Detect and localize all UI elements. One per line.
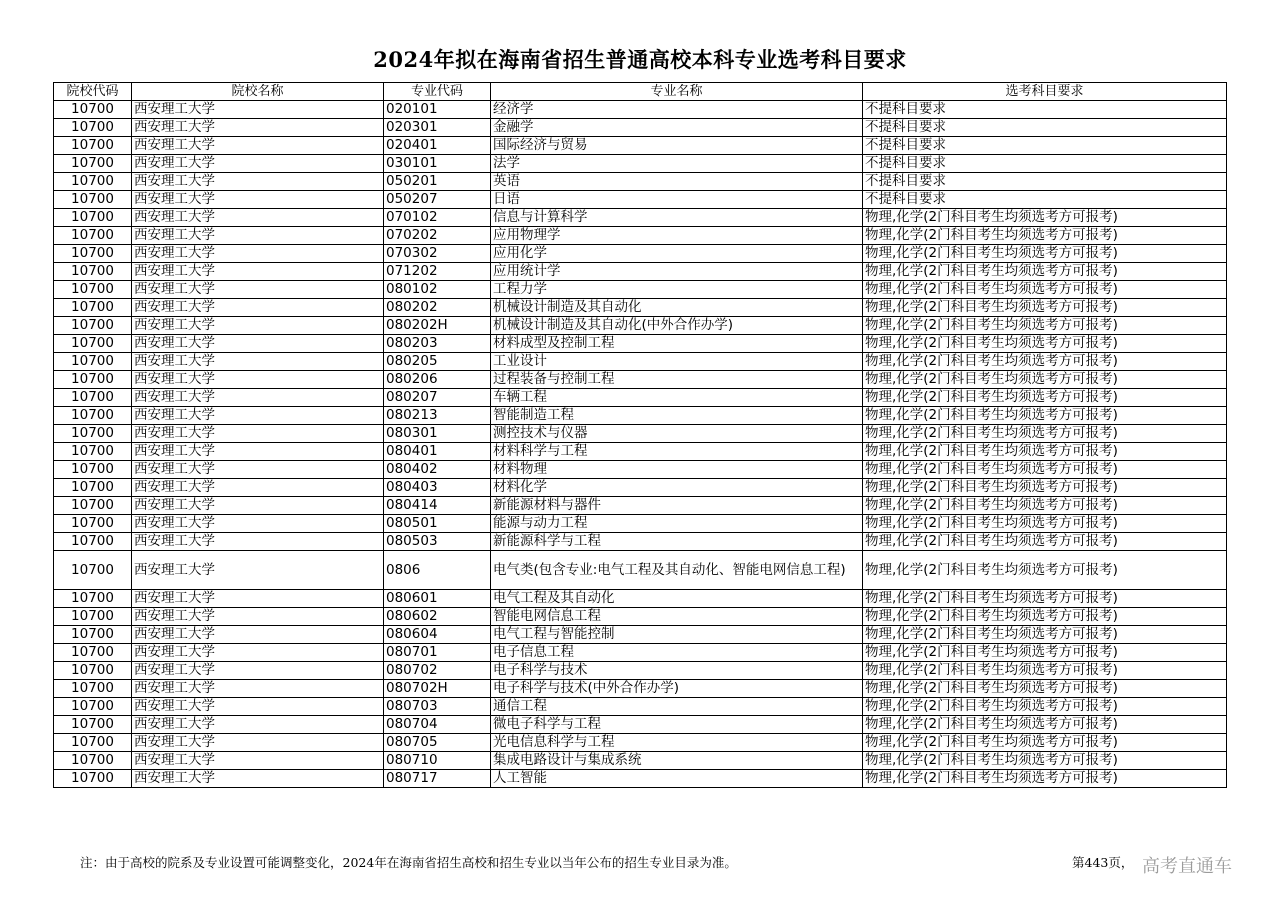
table-row (54, 101, 1227, 119)
school-code-cell: 10700 (54, 407, 132, 425)
subject-requirement-cell: 物理,化学(2门科目考生均须选考方可报考) (863, 770, 1227, 788)
subject-requirement-cell: 物理,化学(2门科目考生均须选考方可报考) (863, 680, 1227, 698)
table-row (54, 752, 1227, 770)
school-code-cell: 10700 (54, 698, 132, 716)
school-name-cell: 西安理工大学 (132, 461, 384, 479)
major-code-cell: 080703 (384, 698, 491, 716)
table-row (54, 734, 1227, 752)
major-name-cell: 应用化学 (491, 245, 863, 263)
school-name-cell: 西安理工大学 (132, 389, 384, 407)
school-name-cell: 西安理工大学 (132, 515, 384, 533)
school-code-cell: 10700 (54, 497, 132, 515)
subject-requirement-cell: 不提科目要求 (863, 119, 1227, 137)
footnote: 注：由于高校的院系及专业设置可能调整变化，2024年在海南省招生高校和招生专业以当年公布的招生专业目录为准。 (80, 855, 737, 870)
header-school-name: 院校名称 (132, 83, 384, 101)
school-code-cell: 10700 (54, 263, 132, 281)
school-name-cell: 西安理工大学 (132, 551, 384, 590)
school-name-cell: 西安理工大学 (132, 590, 384, 608)
major-name-cell: 集成电路设计与集成系统 (491, 752, 863, 770)
major-code-cell: 080205 (384, 353, 491, 371)
major-code-cell: 080705 (384, 734, 491, 752)
major-code-cell: 080102 (384, 281, 491, 299)
subject-requirement-cell: 物理,化学(2门科目考生均须选考方可报考) (863, 425, 1227, 443)
subject-requirement-cell: 物理,化学(2门科目考生均须选考方可报考) (863, 479, 1227, 497)
major-code-cell: 080206 (384, 371, 491, 389)
school-name-cell: 西安理工大学 (132, 101, 384, 119)
table-row (54, 698, 1227, 716)
major-name-cell: 国际经济与贸易 (491, 137, 863, 155)
major-code-cell: 080202H (384, 317, 491, 335)
school-code-cell: 10700 (54, 515, 132, 533)
school-code-cell: 10700 (54, 137, 132, 155)
major-code-cell: 080601 (384, 590, 491, 608)
school-name-cell: 西安理工大学 (132, 245, 384, 263)
school-code-cell: 10700 (54, 461, 132, 479)
major-code-cell: 070102 (384, 209, 491, 227)
school-name-cell: 西安理工大学 (132, 752, 384, 770)
table-row (54, 119, 1227, 137)
subject-requirement-cell: 物理,化学(2门科目考生均须选考方可报考) (863, 371, 1227, 389)
school-code-cell: 10700 (54, 101, 132, 119)
major-code-cell: 080403 (384, 479, 491, 497)
table-row (54, 644, 1227, 662)
table-body (54, 101, 1227, 788)
major-name-cell: 日语 (491, 191, 863, 209)
subject-requirement-cell: 物理,化学(2门科目考生均须选考方可报考) (863, 698, 1227, 716)
table-row (54, 281, 1227, 299)
major-name-cell: 经济学 (491, 101, 863, 119)
table-row (54, 461, 1227, 479)
subject-requirement-cell: 物理,化学(2门科目考生均须选考方可报考) (863, 245, 1227, 263)
major-code-cell: 020301 (384, 119, 491, 137)
major-name-cell: 英语 (491, 173, 863, 191)
school-code-cell: 10700 (54, 752, 132, 770)
major-code-cell: 070202 (384, 227, 491, 245)
header-school-code: 院校代码 (54, 83, 132, 101)
school-name-cell: 西安理工大学 (132, 626, 384, 644)
subject-requirement-cell: 物理,化学(2门科目考生均须选考方可报考) (863, 590, 1227, 608)
major-name-cell: 电子信息工程 (491, 644, 863, 662)
major-code-cell: 080710 (384, 752, 491, 770)
major-code-cell: 080301 (384, 425, 491, 443)
table-row (54, 191, 1227, 209)
major-code-cell: 080717 (384, 770, 491, 788)
school-code-cell: 10700 (54, 425, 132, 443)
table-row (54, 335, 1227, 353)
major-code-cell: 0806 (384, 551, 491, 590)
school-code-cell: 10700 (54, 335, 132, 353)
school-name-cell: 西安理工大学 (132, 662, 384, 680)
subject-requirement-cell: 物理,化学(2门科目考生均须选考方可报考) (863, 644, 1227, 662)
table-row (54, 680, 1227, 698)
major-name-cell: 过程装备与控制工程 (491, 371, 863, 389)
major-name-cell: 材料物理 (491, 461, 863, 479)
major-name-cell: 电子科学与技术 (491, 662, 863, 680)
table-row (54, 371, 1227, 389)
major-name-cell: 能源与动力工程 (491, 515, 863, 533)
school-code-cell: 10700 (54, 443, 132, 461)
major-name-cell: 电气类(包含专业:电气工程及其自动化、智能电网信息工程) (491, 551, 863, 590)
school-code-cell: 10700 (54, 716, 132, 734)
major-code-cell: 080701 (384, 644, 491, 662)
school-code-cell: 10700 (54, 299, 132, 317)
school-code-cell: 10700 (54, 353, 132, 371)
header-major-code: 专业代码 (384, 83, 491, 101)
school-name-cell: 西安理工大学 (132, 227, 384, 245)
major-code-cell: 080213 (384, 407, 491, 425)
school-name-cell: 西安理工大学 (132, 698, 384, 716)
major-code-cell: 080602 (384, 608, 491, 626)
subject-requirement-cell: 物理,化学(2门科目考生均须选考方可报考) (863, 443, 1227, 461)
school-name-cell: 西安理工大学 (132, 443, 384, 461)
school-name-cell: 西安理工大学 (132, 317, 384, 335)
major-code-cell: 080203 (384, 335, 491, 353)
school-code-cell: 10700 (54, 608, 132, 626)
subject-requirement-cell: 物理,化学(2门科目考生均须选考方可报考) (863, 608, 1227, 626)
table-row (54, 299, 1227, 317)
subject-requirement-cell: 不提科目要求 (863, 155, 1227, 173)
major-code-cell: 080604 (384, 626, 491, 644)
school-name-cell: 西安理工大学 (132, 371, 384, 389)
subject-requirement-cell: 物理,化学(2门科目考生均须选考方可报考) (863, 461, 1227, 479)
watermark: 高考直通车 (1142, 856, 1232, 877)
major-code-cell: 080704 (384, 716, 491, 734)
table-row (54, 479, 1227, 497)
major-code-cell: 080414 (384, 497, 491, 515)
major-name-cell: 电气工程及其自动化 (491, 590, 863, 608)
table-row (54, 425, 1227, 443)
school-name-cell: 西安理工大学 (132, 644, 384, 662)
major-code-cell: 020101 (384, 101, 491, 119)
school-code-cell: 10700 (54, 626, 132, 644)
school-code-cell: 10700 (54, 590, 132, 608)
header-subject-requirement: 选考科目要求 (863, 83, 1227, 101)
school-name-cell: 西安理工大学 (132, 533, 384, 551)
major-code-cell: 080501 (384, 515, 491, 533)
table-header-row (54, 83, 1227, 101)
table-row (54, 137, 1227, 155)
major-name-cell: 信息与计算科学 (491, 209, 863, 227)
major-name-cell: 人工智能 (491, 770, 863, 788)
subject-requirement-cell: 物理,化学(2门科目考生均须选考方可报考) (863, 407, 1227, 425)
subject-requirement-cell: 物理,化学(2门科目考生均须选考方可报考) (863, 716, 1227, 734)
table-row (54, 590, 1227, 608)
table-row (54, 173, 1227, 191)
school-code-cell: 10700 (54, 680, 132, 698)
school-name-cell: 西安理工大学 (132, 770, 384, 788)
table-row (54, 389, 1227, 407)
school-name-cell: 西安理工大学 (132, 497, 384, 515)
major-name-cell: 材料成型及控制工程 (491, 335, 863, 353)
major-code-cell: 020401 (384, 137, 491, 155)
major-name-cell: 车辆工程 (491, 389, 863, 407)
page-number: 第443页， (1072, 855, 1134, 870)
school-code-cell: 10700 (54, 155, 132, 173)
school-name-cell: 西安理工大学 (132, 425, 384, 443)
school-name-cell: 西安理工大学 (132, 263, 384, 281)
school-code-cell: 10700 (54, 479, 132, 497)
school-code-cell: 10700 (54, 662, 132, 680)
school-code-cell: 10700 (54, 281, 132, 299)
major-name-cell: 微电子科学与工程 (491, 716, 863, 734)
table-row (54, 407, 1227, 425)
major-name-cell: 材料化学 (491, 479, 863, 497)
subject-requirement-cell: 不提科目要求 (863, 191, 1227, 209)
table-row (54, 626, 1227, 644)
major-name-cell: 机械设计制造及其自动化 (491, 299, 863, 317)
subject-requirement-cell: 物理,化学(2门科目考生均须选考方可报考) (863, 551, 1227, 590)
major-name-cell: 应用物理学 (491, 227, 863, 245)
table-row (54, 155, 1227, 173)
school-name-cell: 西安理工大学 (132, 716, 384, 734)
school-code-cell: 10700 (54, 371, 132, 389)
subject-requirement-cell: 物理,化学(2门科目考生均须选考方可报考) (863, 515, 1227, 533)
school-name-cell: 西安理工大学 (132, 155, 384, 173)
major-code-cell: 080702H (384, 680, 491, 698)
major-name-cell: 智能制造工程 (491, 407, 863, 425)
major-name-cell: 电气工程与智能控制 (491, 626, 863, 644)
major-code-cell: 030101 (384, 155, 491, 173)
table-row (54, 245, 1227, 263)
page-title: 2024年拟在海南省招生普通高校本科专业选考科目要求 (373, 47, 907, 72)
table-row (54, 608, 1227, 626)
major-code-cell: 080207 (384, 389, 491, 407)
major-name-cell: 通信工程 (491, 698, 863, 716)
school-name-cell: 西安理工大学 (132, 119, 384, 137)
major-name-cell: 工程力学 (491, 281, 863, 299)
subject-requirement-cell: 物理,化学(2门科目考生均须选考方可报考) (863, 263, 1227, 281)
table-row (54, 317, 1227, 335)
school-code-cell: 10700 (54, 734, 132, 752)
subject-requirement-cell: 不提科目要求 (863, 137, 1227, 155)
school-code-cell: 10700 (54, 533, 132, 551)
school-code-cell: 10700 (54, 317, 132, 335)
school-name-cell: 西安理工大学 (132, 608, 384, 626)
table-row (54, 533, 1227, 551)
major-name-cell: 应用统计学 (491, 263, 863, 281)
major-name-cell: 机械设计制造及其自动化(中外合作办学) (491, 317, 863, 335)
school-name-cell: 西安理工大学 (132, 680, 384, 698)
requirements-table (53, 82, 1227, 788)
subject-requirement-cell: 不提科目要求 (863, 101, 1227, 119)
school-code-cell: 10700 (54, 245, 132, 263)
school-name-cell: 西安理工大学 (132, 209, 384, 227)
subject-requirement-cell: 物理,化学(2门科目考生均须选考方可报考) (863, 209, 1227, 227)
major-name-cell: 工业设计 (491, 353, 863, 371)
school-code-cell: 10700 (54, 644, 132, 662)
school-name-cell: 西安理工大学 (132, 479, 384, 497)
major-name-cell: 测控技术与仪器 (491, 425, 863, 443)
school-code-cell: 10700 (54, 191, 132, 209)
major-name-cell: 新能源材料与器件 (491, 497, 863, 515)
subject-requirement-cell: 物理,化学(2门科目考生均须选考方可报考) (863, 353, 1227, 371)
table-row (54, 770, 1227, 788)
subject-requirement-cell: 物理,化学(2门科目考生均须选考方可报考) (863, 752, 1227, 770)
school-name-cell: 西安理工大学 (132, 281, 384, 299)
table-row (54, 551, 1227, 590)
school-code-cell: 10700 (54, 119, 132, 137)
school-name-cell: 西安理工大学 (132, 299, 384, 317)
school-code-cell: 10700 (54, 209, 132, 227)
school-code-cell: 10700 (54, 173, 132, 191)
subject-requirement-cell: 物理,化学(2门科目考生均须选考方可报考) (863, 533, 1227, 551)
school-name-cell: 西安理工大学 (132, 191, 384, 209)
major-name-cell: 法学 (491, 155, 863, 173)
major-code-cell: 080202 (384, 299, 491, 317)
major-name-cell: 智能电网信息工程 (491, 608, 863, 626)
school-name-cell: 西安理工大学 (132, 734, 384, 752)
school-code-cell: 10700 (54, 389, 132, 407)
major-code-cell: 050207 (384, 191, 491, 209)
major-name-cell: 新能源科学与工程 (491, 533, 863, 551)
major-code-cell: 080401 (384, 443, 491, 461)
major-name-cell: 材料科学与工程 (491, 443, 863, 461)
table-row (54, 209, 1227, 227)
school-code-cell: 10700 (54, 227, 132, 245)
table-row (54, 515, 1227, 533)
school-name-cell: 西安理工大学 (132, 173, 384, 191)
table-row (54, 716, 1227, 734)
subject-requirement-cell: 物理,化学(2门科目考生均须选考方可报考) (863, 662, 1227, 680)
school-code-cell: 10700 (54, 551, 132, 590)
school-name-cell: 西安理工大学 (132, 407, 384, 425)
subject-requirement-cell: 物理,化学(2门科目考生均须选考方可报考) (863, 497, 1227, 515)
table-row (54, 263, 1227, 281)
major-code-cell: 080503 (384, 533, 491, 551)
major-name-cell: 电子科学与技术(中外合作办学) (491, 680, 863, 698)
major-code-cell: 070302 (384, 245, 491, 263)
subject-requirement-cell: 物理,化学(2门科目考生均须选考方可报考) (863, 389, 1227, 407)
table-row (54, 497, 1227, 515)
subject-requirement-cell: 不提科目要求 (863, 173, 1227, 191)
school-name-cell: 西安理工大学 (132, 335, 384, 353)
major-name-cell: 金融学 (491, 119, 863, 137)
table-row (54, 443, 1227, 461)
table-row (54, 353, 1227, 371)
major-code-cell: 080702 (384, 662, 491, 680)
subject-requirement-cell: 物理,化学(2门科目考生均须选考方可报考) (863, 317, 1227, 335)
major-code-cell: 071202 (384, 263, 491, 281)
subject-requirement-cell: 物理,化学(2门科目考生均须选考方可报考) (863, 299, 1227, 317)
school-name-cell: 西安理工大学 (132, 353, 384, 371)
major-name-cell: 光电信息科学与工程 (491, 734, 863, 752)
subject-requirement-cell: 物理,化学(2门科目考生均须选考方可报考) (863, 281, 1227, 299)
header-major-name: 专业名称 (491, 83, 863, 101)
subject-requirement-cell: 物理,化学(2门科目考生均须选考方可报考) (863, 734, 1227, 752)
table-row (54, 662, 1227, 680)
subject-requirement-cell: 物理,化学(2门科目考生均须选考方可报考) (863, 227, 1227, 245)
major-code-cell: 080402 (384, 461, 491, 479)
subject-requirement-cell: 物理,化学(2门科目考生均须选考方可报考) (863, 626, 1227, 644)
major-code-cell: 050201 (384, 173, 491, 191)
subject-requirement-cell: 物理,化学(2门科目考生均须选考方可报考) (863, 335, 1227, 353)
school-name-cell: 西安理工大学 (132, 137, 384, 155)
table-row (54, 227, 1227, 245)
school-code-cell: 10700 (54, 770, 132, 788)
